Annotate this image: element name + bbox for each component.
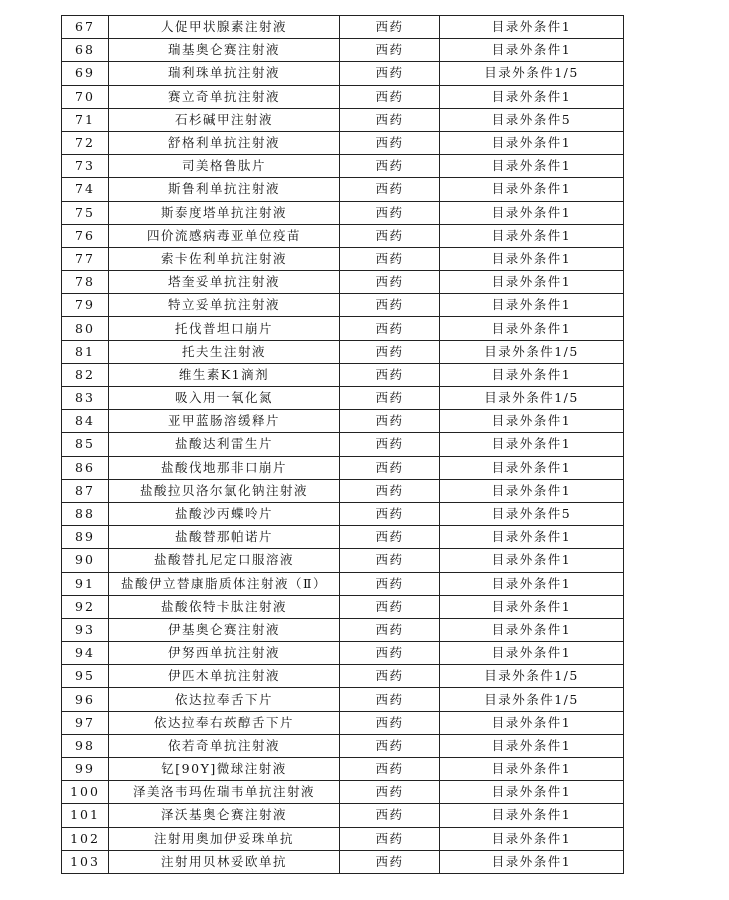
- drug-name: 钇[90Y]微球注射液: [109, 758, 340, 781]
- table-row: [62, 549, 624, 572]
- row-number: 67: [62, 16, 109, 39]
- table-row: [62, 317, 624, 340]
- drug-name: 盐酸达利雷生片: [109, 433, 340, 456]
- drug-category: 西药: [340, 734, 440, 757]
- reimbursement-condition: 目录外条件1: [440, 734, 624, 757]
- table-row: [62, 131, 624, 154]
- row-number: 91: [62, 572, 109, 595]
- row-number: 72: [62, 131, 109, 154]
- drug-list-sheet: [61, 15, 619, 874]
- table-row: [62, 85, 624, 108]
- row-number: 95: [62, 665, 109, 688]
- drug-category: 西药: [340, 502, 440, 525]
- drug-category: 西药: [340, 340, 440, 363]
- drug-category: 西药: [340, 618, 440, 641]
- drug-name: 盐酸依特卡肽注射液: [109, 595, 340, 618]
- reimbursement-condition: 目录外条件1: [440, 572, 624, 595]
- row-number: 86: [62, 456, 109, 479]
- drug-category: 西药: [340, 85, 440, 108]
- drug-name: 注射用奥加伊妥珠单抗: [109, 827, 340, 850]
- reimbursement-condition: 目录外条件1: [440, 224, 624, 247]
- reimbursement-condition: 目录外条件1: [440, 131, 624, 154]
- reimbursement-condition: 目录外条件1: [440, 433, 624, 456]
- drug-name: 人促甲状腺素注射液: [109, 16, 340, 39]
- row-number: 79: [62, 294, 109, 317]
- row-number: 102: [62, 827, 109, 850]
- drug-name: 四价流感病毒亚单位疫苗: [109, 224, 340, 247]
- table-row: [62, 688, 624, 711]
- drug-name: 瑞基奥仑赛注射液: [109, 39, 340, 62]
- table-row: [62, 247, 624, 270]
- reimbursement-condition: 目录外条件5: [440, 502, 624, 525]
- drug-name: 赛立奇单抗注射液: [109, 85, 340, 108]
- drug-category: 西药: [340, 224, 440, 247]
- row-number: 68: [62, 39, 109, 62]
- drug-category: 西药: [340, 317, 440, 340]
- reimbursement-condition: 目录外条件1/5: [440, 387, 624, 410]
- drug-name: 泽沃基奥仑赛注射液: [109, 804, 340, 827]
- drug-category: 西药: [340, 433, 440, 456]
- table-row: [62, 479, 624, 502]
- drug-name: 舒格利单抗注射液: [109, 131, 340, 154]
- reimbursement-condition: 目录外条件1/5: [440, 62, 624, 85]
- table-row: [62, 178, 624, 201]
- drug-name: 塔奎妥单抗注射液: [109, 271, 340, 294]
- reimbursement-condition: 目录外条件1: [440, 363, 624, 386]
- drug-category: 西药: [340, 526, 440, 549]
- reimbursement-condition: 目录外条件1: [440, 827, 624, 850]
- row-number: 78: [62, 271, 109, 294]
- row-number: 90: [62, 549, 109, 572]
- drug-name: 盐酸替扎尼定口服溶液: [109, 549, 340, 572]
- drug-name: 盐酸沙丙蝶呤片: [109, 502, 340, 525]
- drug-name: 依若奇单抗注射液: [109, 734, 340, 757]
- reimbursement-condition: 目录外条件1: [440, 804, 624, 827]
- reimbursement-condition: 目录外条件1: [440, 456, 624, 479]
- reimbursement-condition: 目录外条件1: [440, 85, 624, 108]
- table-row: [62, 340, 624, 363]
- drug-name: 司美格鲁肽片: [109, 155, 340, 178]
- drug-name: 伊基奥仑赛注射液: [109, 618, 340, 641]
- reimbursement-condition: 目录外条件5: [440, 108, 624, 131]
- row-number: 93: [62, 618, 109, 641]
- table-row: [62, 62, 624, 85]
- drug-category: 西药: [340, 131, 440, 154]
- drug-category: 西药: [340, 781, 440, 804]
- drug-table-body: [62, 16, 624, 874]
- row-number: 73: [62, 155, 109, 178]
- reimbursement-condition: 目录外条件1: [440, 271, 624, 294]
- row-number: 97: [62, 711, 109, 734]
- drug-name: 吸入用一氧化氮: [109, 387, 340, 410]
- reimbursement-condition: 目录外条件1: [440, 549, 624, 572]
- drug-category: 西药: [340, 271, 440, 294]
- table-row: [62, 201, 624, 224]
- row-number: 81: [62, 340, 109, 363]
- drug-category: 西药: [340, 247, 440, 270]
- reimbursement-condition: 目录外条件1: [440, 294, 624, 317]
- reimbursement-condition: 目录外条件1: [440, 711, 624, 734]
- drug-name: 特立妥单抗注射液: [109, 294, 340, 317]
- reimbursement-condition: 目录外条件1: [440, 317, 624, 340]
- table-row: [62, 758, 624, 781]
- drug-category: 西药: [340, 572, 440, 595]
- table-row: [62, 271, 624, 294]
- drug-name: 伊努西单抗注射液: [109, 642, 340, 665]
- row-number: 96: [62, 688, 109, 711]
- table-row: [62, 363, 624, 386]
- drug-name: 斯鲁利单抗注射液: [109, 178, 340, 201]
- table-row: [62, 433, 624, 456]
- reimbursement-condition: 目录外条件1: [440, 618, 624, 641]
- reimbursement-condition: 目录外条件1: [440, 178, 624, 201]
- reimbursement-condition: 目录外条件1/5: [440, 688, 624, 711]
- drug-name: 瑞利珠单抗注射液: [109, 62, 340, 85]
- reimbursement-condition: 目录外条件1: [440, 642, 624, 665]
- drug-category: 西药: [340, 178, 440, 201]
- row-number: 80: [62, 317, 109, 340]
- table-row: [62, 410, 624, 433]
- row-number: 70: [62, 85, 109, 108]
- table-row: [62, 827, 624, 850]
- drug-category: 西药: [340, 595, 440, 618]
- drug-name: 盐酸替那帕诺片: [109, 526, 340, 549]
- reimbursement-condition: 目录外条件1: [440, 155, 624, 178]
- drug-category: 西药: [340, 479, 440, 502]
- drug-name: 盐酸伊立替康脂质体注射液（Ⅱ）: [109, 572, 340, 595]
- row-number: 82: [62, 363, 109, 386]
- drug-category: 西药: [340, 363, 440, 386]
- drug-category: 西药: [340, 688, 440, 711]
- row-number: 92: [62, 595, 109, 618]
- drug-name: 依达拉奉右莰醇舌下片: [109, 711, 340, 734]
- table-row: [62, 642, 624, 665]
- table-row: [62, 595, 624, 618]
- drug-category: 西药: [340, 108, 440, 131]
- drug-category: 西药: [340, 387, 440, 410]
- table-row: [62, 456, 624, 479]
- drug-name: 石杉碱甲注射液: [109, 108, 340, 131]
- reimbursement-condition: 目录外条件1: [440, 39, 624, 62]
- row-number: 99: [62, 758, 109, 781]
- drug-category: 西药: [340, 711, 440, 734]
- row-number: 84: [62, 410, 109, 433]
- table-row: [62, 618, 624, 641]
- row-number: 71: [62, 108, 109, 131]
- drug-category: 西药: [340, 201, 440, 224]
- drug-category: 西药: [340, 758, 440, 781]
- row-number: 89: [62, 526, 109, 549]
- table-row: [62, 734, 624, 757]
- table-row: [62, 711, 624, 734]
- reimbursement-condition: 目录外条件1: [440, 595, 624, 618]
- row-number: 98: [62, 734, 109, 757]
- reimbursement-condition: 目录外条件1/5: [440, 340, 624, 363]
- drug-category: 西药: [340, 549, 440, 572]
- table-row: [62, 665, 624, 688]
- table-row: [62, 850, 624, 873]
- drug-category: 西药: [340, 410, 440, 433]
- drug-name: 斯泰度塔单抗注射液: [109, 201, 340, 224]
- drug-name: 托夫生注射液: [109, 340, 340, 363]
- drug-category: 西药: [340, 827, 440, 850]
- drug-category: 西药: [340, 16, 440, 39]
- table-row: [62, 39, 624, 62]
- drug-category: 西药: [340, 804, 440, 827]
- reimbursement-condition: 目录外条件1: [440, 479, 624, 502]
- row-number: 85: [62, 433, 109, 456]
- table-row: [62, 526, 624, 549]
- row-number: 74: [62, 178, 109, 201]
- row-number: 87: [62, 479, 109, 502]
- drug-category: 西药: [340, 39, 440, 62]
- table-row: [62, 294, 624, 317]
- reimbursement-condition: 目录外条件1: [440, 526, 624, 549]
- row-number: 88: [62, 502, 109, 525]
- reimbursement-condition: 目录外条件1: [440, 758, 624, 781]
- table-row: [62, 387, 624, 410]
- drug-name: 亚甲蓝肠溶缓释片: [109, 410, 340, 433]
- row-number: 101: [62, 804, 109, 827]
- table-row: [62, 16, 624, 39]
- reimbursement-condition: 目录外条件1: [440, 201, 624, 224]
- row-number: 77: [62, 247, 109, 270]
- row-number: 75: [62, 201, 109, 224]
- drug-category: 西药: [340, 456, 440, 479]
- reimbursement-condition: 目录外条件1: [440, 247, 624, 270]
- reimbursement-condition: 目录外条件1: [440, 781, 624, 804]
- drug-name: 伊匹木单抗注射液: [109, 665, 340, 688]
- row-number: 94: [62, 642, 109, 665]
- table-row: [62, 572, 624, 595]
- table-row: [62, 502, 624, 525]
- drug-category: 西药: [340, 294, 440, 317]
- row-number: 103: [62, 850, 109, 873]
- drug-name: 托伐普坦口崩片: [109, 317, 340, 340]
- drug-name: 盐酸伐地那非口崩片: [109, 456, 340, 479]
- table-row: [62, 108, 624, 131]
- drug-table: [61, 15, 624, 874]
- drug-name: 维生素K1滴剂: [109, 363, 340, 386]
- drug-category: 西药: [340, 155, 440, 178]
- drug-name: 依达拉奉舌下片: [109, 688, 340, 711]
- row-number: 83: [62, 387, 109, 410]
- drug-category: 西药: [340, 665, 440, 688]
- table-row: [62, 155, 624, 178]
- table-row: [62, 804, 624, 827]
- table-row: [62, 781, 624, 804]
- reimbursement-condition: 目录外条件1: [440, 16, 624, 39]
- row-number: 69: [62, 62, 109, 85]
- drug-name: 索卡佐利单抗注射液: [109, 247, 340, 270]
- table-row: [62, 224, 624, 247]
- drug-category: 西药: [340, 62, 440, 85]
- reimbursement-condition: 目录外条件1: [440, 850, 624, 873]
- row-number: 100: [62, 781, 109, 804]
- drug-category: 西药: [340, 642, 440, 665]
- reimbursement-condition: 目录外条件1: [440, 410, 624, 433]
- drug-category: 西药: [340, 850, 440, 873]
- drug-name: 泽美洛韦玛佐瑞韦单抗注射液: [109, 781, 340, 804]
- drug-name: 注射用贝林妥欧单抗: [109, 850, 340, 873]
- drug-name: 盐酸拉贝洛尔氯化钠注射液: [109, 479, 340, 502]
- reimbursement-condition: 目录外条件1/5: [440, 665, 624, 688]
- row-number: 76: [62, 224, 109, 247]
